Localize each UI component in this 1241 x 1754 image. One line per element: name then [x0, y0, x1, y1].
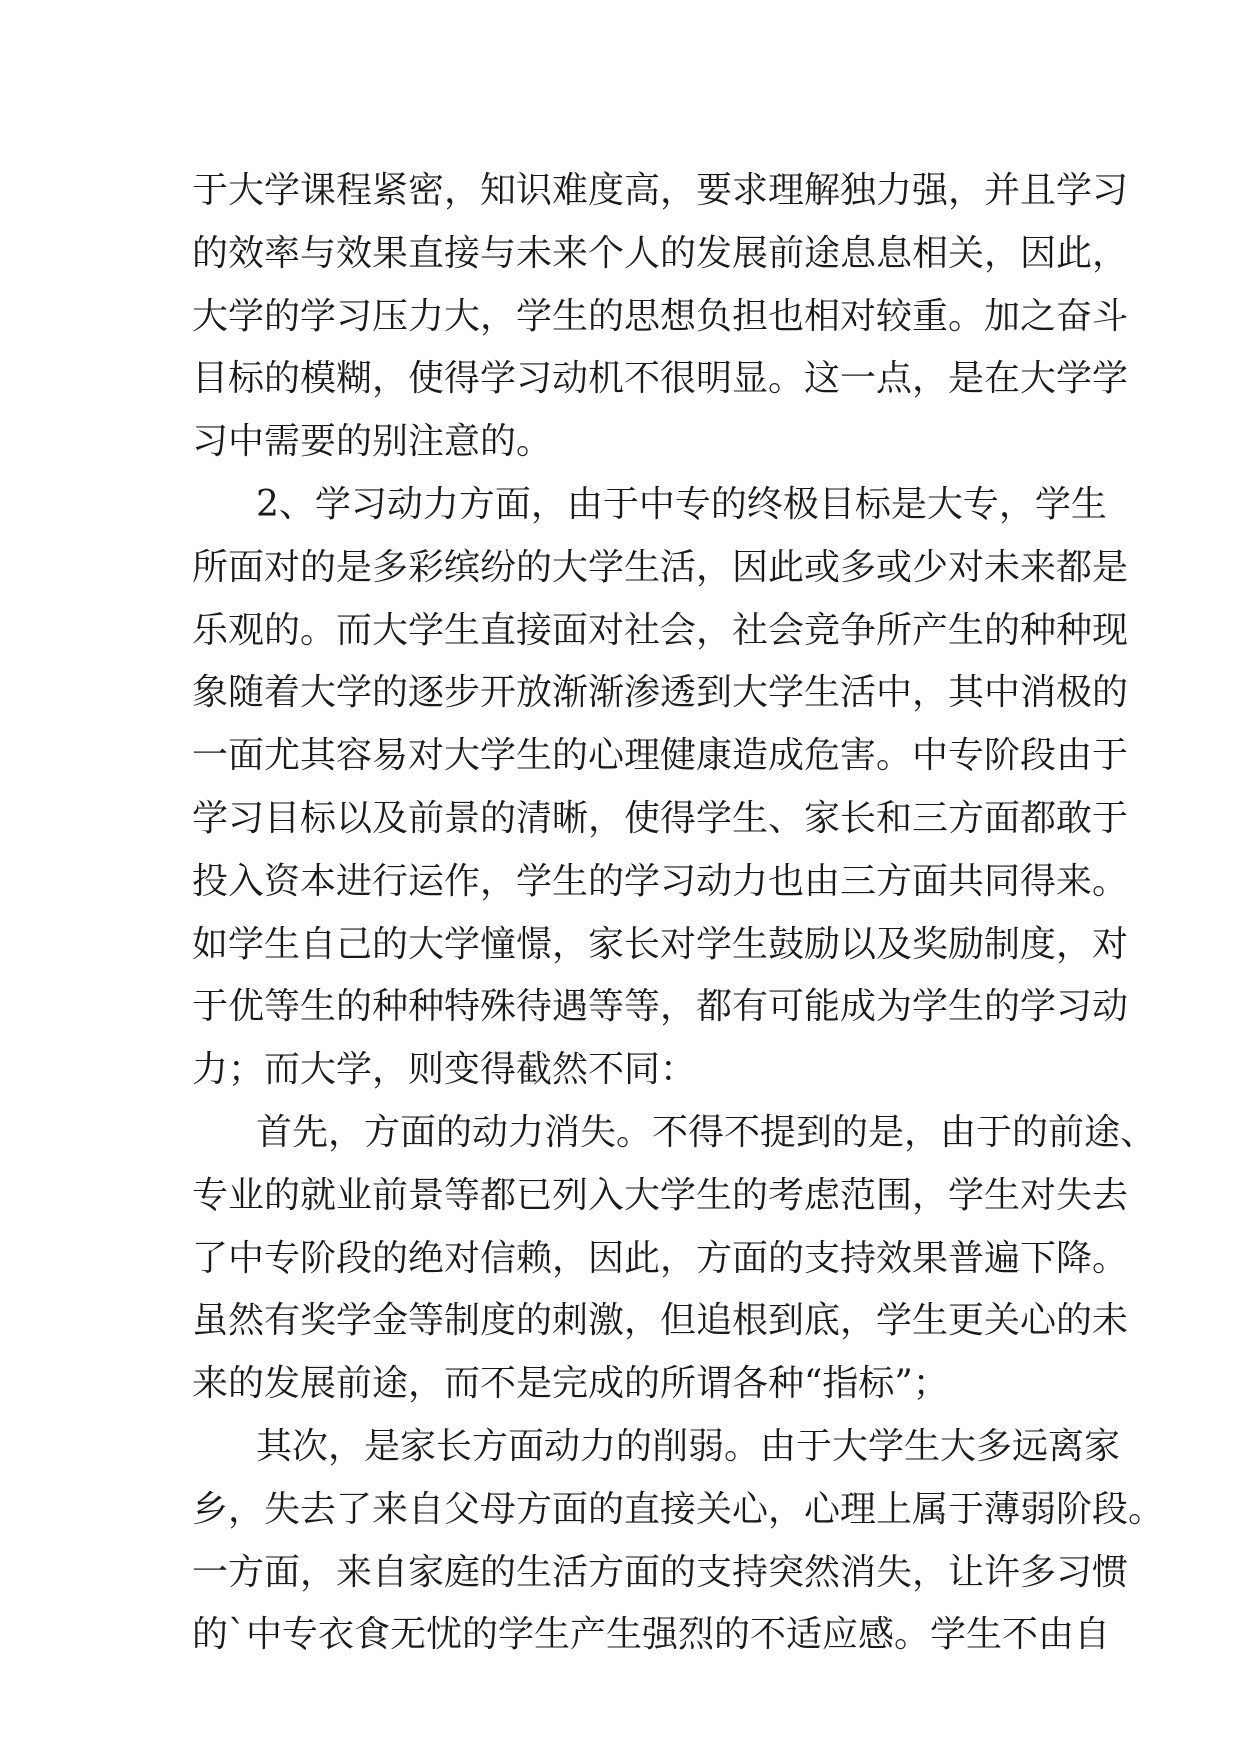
text-line: 的`中专衣食无忧的学生产生强烈的不适应感。学生不由自 — [192, 1614, 1111, 1656]
text-line: 大学的学习压力大，学生的思想负担也相对较重。加之奋斗 — [192, 295, 1129, 337]
text-line: 一方面，来自家庭的生活方面的支持突然消失，让许多习惯 — [192, 1551, 1129, 1593]
text-line: 乡，失去了来自父母方面的直接关心，心理上属于薄弱阶段。 — [192, 1488, 1165, 1530]
text-line: 力；而大学，则变得截然不同： — [192, 1049, 697, 1091]
text-line: 象随着大学的逐步开放渐渐渗透到大学生活中，其中消极的 — [192, 672, 1129, 714]
text-line: 的效率与效果直接与未来个人的发展前途息息相关，因此， — [192, 232, 1129, 274]
text-line: 目标的模糊，使得学习动机不很明显。这一点，是在大学学 — [192, 358, 1129, 400]
text-line: 于大学课程紧密，知识难度高，要求理解独力强，并且学习 — [192, 170, 1129, 211]
body-text — [192, 160, 1165, 1667]
text-line: 于优等生的种种特殊待遇等等，都有可能成为学生的学习动 — [192, 986, 1129, 1028]
text-line: 所面对的是多彩缤纷的大学生活，因此或多或少对未来都是 — [192, 546, 1129, 588]
paragraph-first-line: 其次，是家长方面动力的削弱。由于大学生大多远离家 — [256, 1425, 1121, 1467]
paragraph-first-line: 首先，方面的动力消失。不得不提到的是，由于的前途、 — [256, 1111, 1157, 1153]
text-line: 乐观的。而大学生直接面对社会，社会竞争所产生的种种现 — [192, 609, 1129, 651]
text-line: 专业的就业前景等都已列入大学生的考虑范围，学生对失去 — [192, 1174, 1129, 1216]
text-line: 投入资本进行运作，学生的学习动力也由三方面共同得来。 — [192, 860, 1129, 902]
text-line: 来的发展前途，而不是完成的所谓各种“指标”； — [192, 1363, 949, 1405]
paragraph-first-line: 2、学习动力方面，由于中专的终极目标是大专，学生 — [256, 483, 1107, 525]
text-line: 了中专阶段的绝对信赖，因此，方面的支持效果普遍下降。 — [192, 1237, 1129, 1279]
text-line: 习中需要的别注意的。 — [192, 421, 553, 463]
text-line: 学习目标以及前景的清晰，使得学生、家长和三方面都敢于 — [192, 797, 1129, 839]
text-line: 一面尤其容易对大学生的心理健康造成危害。中专阶段由于 — [192, 735, 1129, 777]
text-line: 虽然有奖学金等制度的刺激，但追根到底，学生更关心的未 — [192, 1300, 1129, 1342]
text-line: 如学生自己的大学憧憬，家长对学生鼓励以及奖励制度，对 — [192, 923, 1129, 965]
